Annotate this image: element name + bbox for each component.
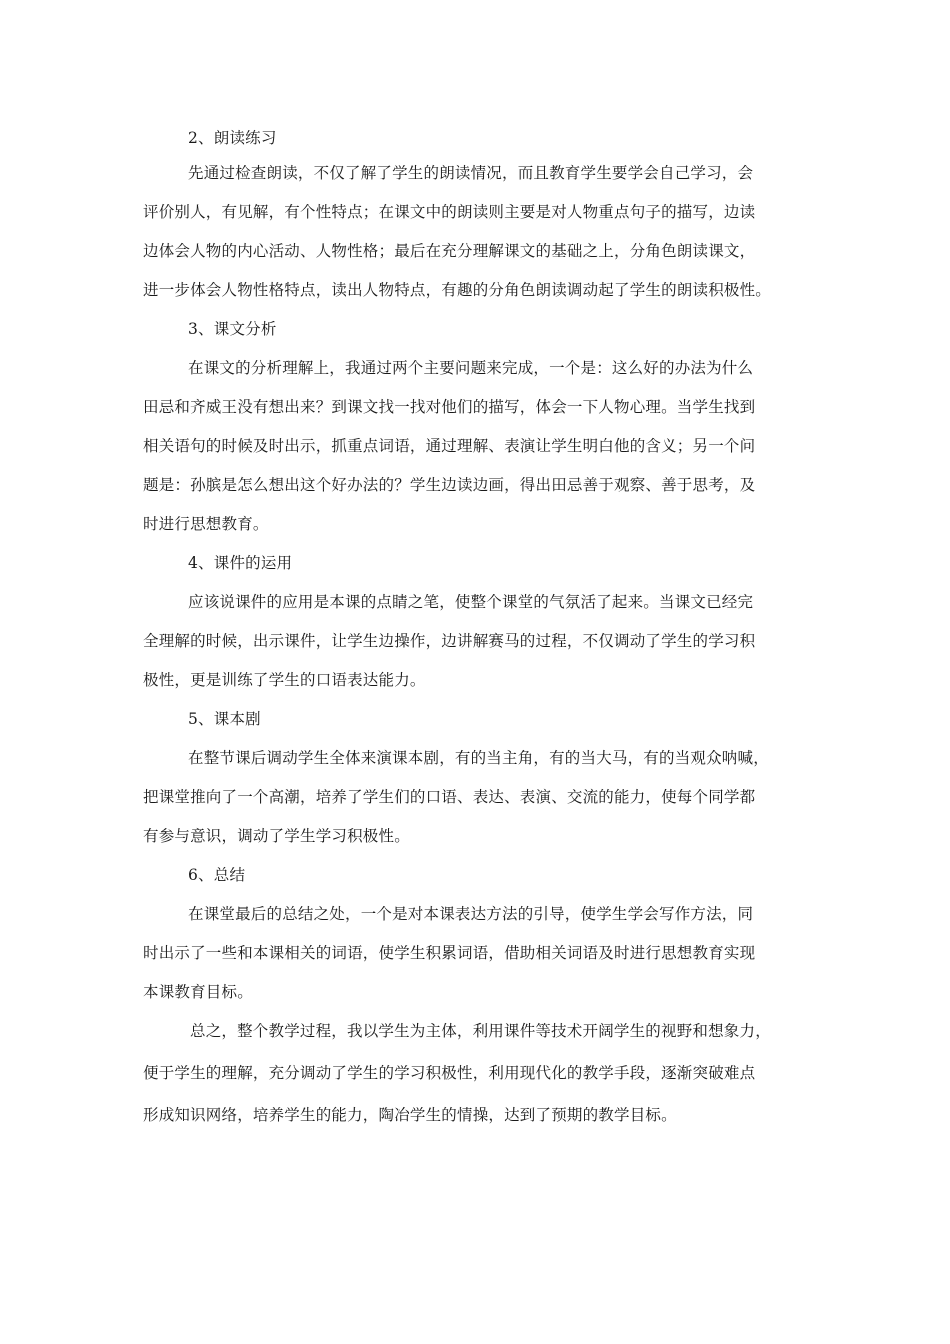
- conclusion-line: 便于学生的理解，充分调动了学生的学习积极性，利用现代化的教学手段，逐渐突破难点: [143, 1064, 756, 1082]
- paragraph-line: 在整节课后调动学生全体来演课本剧，有的当主角，有的当大马，有的当观众呐喊，: [188, 749, 769, 767]
- paragraph-line: 有参与意识，调动了学生学习积极性。: [143, 827, 410, 845]
- paragraph-line: 全理解的时候，出示课件，让学生边操作，边讲解赛马的过程，不仅调动了学生的学习积: [143, 632, 756, 650]
- paragraph-line: 时进行思想教育。: [143, 515, 269, 533]
- paragraph-line: 边体会人物的内心活动、人物性格；最后在充分理解课文的基础之上，分角色朗读课文，: [143, 242, 756, 260]
- paragraph-line: 本课教育目标。: [143, 983, 253, 1001]
- section-heading: 3、课文分析: [188, 320, 277, 338]
- conclusion-line: 总之，整个教学过程，我以学生为主体，利用课件等技术开阔学生的视野和想象力，: [190, 1022, 771, 1040]
- paragraph-line: 相关语句的时候及时出示，抓重点词语，通过理解、表演让学生明白他的含义；另一个问: [143, 437, 756, 455]
- paragraph-line: 评价别人，有见解，有个性特点；在课文中的朗读则主要是对人物重点句子的描写，边读: [143, 203, 756, 221]
- paragraph-line: 在课文的分析理解上，我通过两个主要问题来完成，一个是：这么好的办法为什么: [188, 359, 754, 377]
- section-heading: 6、总结: [188, 866, 246, 884]
- section-heading: 2、朗读练习: [188, 129, 277, 147]
- paragraph-line: 在课堂最后的总结之处，一个是对本课表达方法的引导，使学生学会写作方法，同: [188, 905, 754, 923]
- paragraph-line: 把课堂推向了一个高潮，培养了学生们的口语、表达、表演、交流的能力，使每个同学都: [143, 788, 756, 806]
- section-heading: 5、课本剧: [188, 710, 261, 728]
- paragraph-line: 先通过检查朗读，不仅了解了学生的朗读情况，而且教育学生要学会自己学习，会: [188, 164, 754, 182]
- section-heading: 4、课件的运用: [188, 554, 293, 572]
- paragraph-line: 时出示了一些和本课相关的词语，使学生积累词语，借助相关词语及时进行思想教育实现: [143, 944, 756, 962]
- paragraph-line: 田忌和齐威王没有想出来？到课文找一找对他们的描写，体会一下人物心理。当学生找到: [143, 398, 756, 416]
- conclusion-line: 形成知识网络，培养学生的能力，陶冶学生的情操，达到了预期的教学目标。: [143, 1106, 677, 1124]
- paragraph-line: 题是：孙膑是怎么想出这个好办法的？学生边读边画，得出田忌善于观察、善于思考，及: [143, 476, 756, 494]
- paragraph-line: 应该说课件的应用是本课的点睛之笔，使整个课堂的气氛活了起来。当课文已经完: [188, 593, 754, 611]
- paragraph-line: 极性，更是训练了学生的口语表达能力。: [143, 671, 426, 689]
- paragraph-line: 进一步体会人物性格特点，读出人物特点，有趣的分角色朗读调动起了学生的朗读积极性。: [143, 281, 772, 299]
